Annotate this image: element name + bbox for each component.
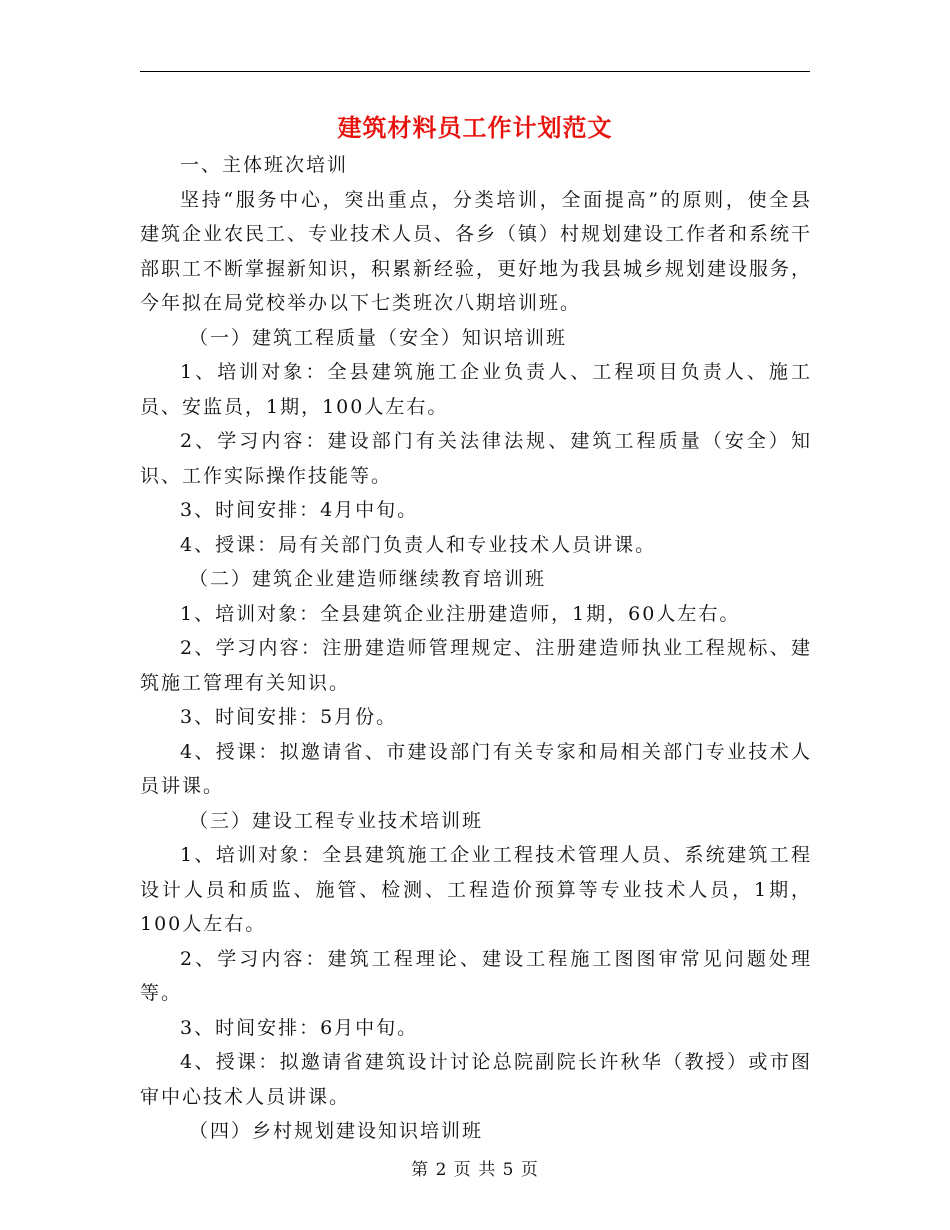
paragraph: 4、授课：拟邀请省、市建设部门有关专家和局相关部门专业技术人员讲课。 <box>140 740 812 797</box>
paragraph: （四）乡村规划建设知识培训班 <box>189 1120 484 1142</box>
document-title: 建筑材料员工作计划范文 <box>337 113 613 142</box>
paragraph: 4、授课：局有关部门负责人和专业技术人员讲课。 <box>180 533 657 556</box>
paragraph: 坚持“服务中心，突出重点，分类培训，全面提高”的原则，使全县建筑企业农民工、专业技术人员、各乡（镇）村规划建设工作者和系统干部职工不断掌握新知识，积累新经验，更好地为我县城乡规划建设服务，今年拟在局党校举办以下七类班次八期培训班。 <box>140 188 813 314</box>
paragraph: 2、学习内容：建筑工程理论、建设工程施工图图审常见问题处理等。 <box>140 947 812 1004</box>
paragraph: 3、时间安排：5月份。 <box>180 706 398 728</box>
page-footer: 第 2 页 共 5 页 <box>411 1160 539 1180</box>
paragraph: 2、学习内容：注册建造师管理规定、注册建造师执业工程规标、建筑施工管理有关知识。 <box>140 637 812 694</box>
paragraph: 1、培训对象：全县建筑施工企业工程技术管理人员、系统建筑工程设计人员和质监、施管、检测、工程造价预算等专业技术人员，1期，100人左右。 <box>140 844 812 935</box>
paragraph: 3、时间安排：6月中旬。 <box>180 1016 419 1039</box>
paragraph: 一、主体班次培训 <box>180 154 349 176</box>
header-rule <box>140 71 810 72</box>
paragraph: （二）建筑企业建造师继续教育培训班 <box>189 568 547 590</box>
document-body <box>140 148 812 1149</box>
paragraph: （三）建设工程专业技术培训班 <box>189 809 484 832</box>
paragraph: 4、授课：拟邀请省建筑设计讨论总院副院长许秋华（教授）或市图审中心技术人员讲课。 <box>140 1051 812 1108</box>
paragraph: 3、时间安排：4月中旬。 <box>180 499 419 521</box>
paragraph: 1、培训对象：全县建筑企业注册建造师，1期，60人左右。 <box>180 602 741 625</box>
paragraph: 2、学习内容：建设部门有关法律法规、建筑工程质量（安全）知识、工作实际操作技能等。 <box>140 430 812 487</box>
paragraph: （一）建筑工程质量（安全）知识培训班 <box>189 326 568 349</box>
paragraph: 1、培训对象：全县建筑施工企业负责人、工程项目负责人、施工员、安监员，1期，100人左右。 <box>140 361 812 418</box>
